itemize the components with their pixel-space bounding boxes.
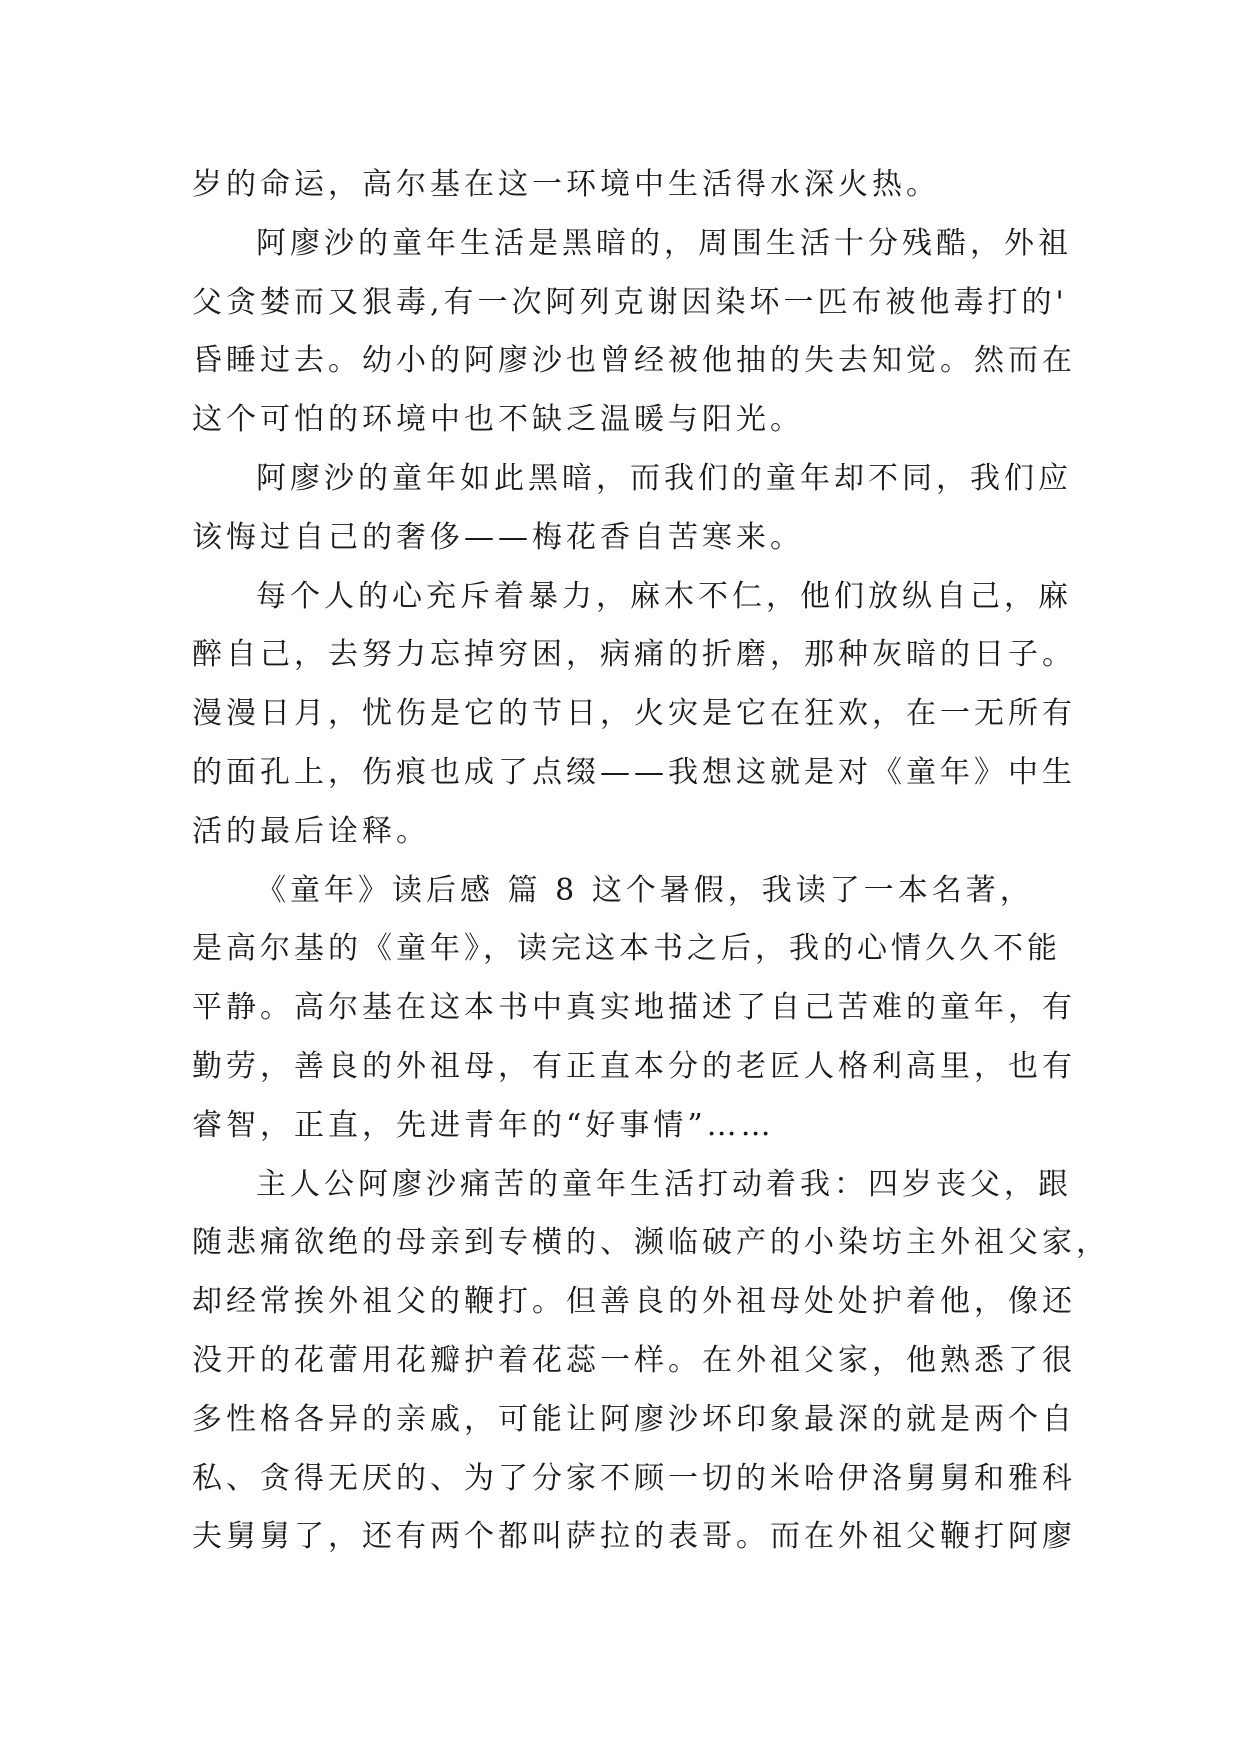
text-line: 父贪婪而又狠毒,有一次阿列克谢因染坏一匹布被他毒打的' [192, 284, 1068, 320]
text-line: 平静。高尔基在这本书中真实地描述了自己苦难的童年，有 [192, 990, 1076, 1026]
text-line: 多性格各异的亲戚，可能让阿廖沙坏印象最深的就是两个自 [192, 1401, 1076, 1437]
text-line: 是高尔基的《童年》，读完这本书之后，我的心情久久不能 [192, 931, 1061, 967]
text-line: 的面孔上，伤痕也成了点缀——我想这就是对《童年》中生 [192, 754, 1076, 790]
text-line: 漫漫日月，忧伤是它的节日，火灾是它在狂欢，在一无所有 [192, 696, 1076, 732]
text-line: 昏睡过去。幼小的阿廖沙也曾经被他抽的失去知觉。然而在 [192, 343, 1076, 379]
text-line: 私、贪得无厌的、为了分家不顾一切的米哈伊洛舅舅和雅科 [192, 1460, 1076, 1496]
paragraph-start-line: 主人公阿廖沙痛苦的童年生活打动着我：四岁丧父，跟 [256, 1166, 1072, 1202]
paragraph-start-line: 阿廖沙的童年如此黑暗，而我们的童年却不同，我们应 [256, 460, 1072, 496]
text-line: 岁的命运，高尔基在这一环境中生活得水深火热。 [192, 167, 940, 202]
paragraph-start-line: 阿廖沙的童年生活是黑暗的，周围生活十分残酷，外祖 [256, 225, 1072, 261]
body-text [192, 156, 1110, 1567]
text-line: 随悲痛欲绝的母亲到专横的、濒临破产的小染坊主外祖父家， [192, 1225, 1110, 1261]
text-line: 睿智，正直，先进青年的“好事情”…… [192, 1107, 775, 1143]
text-line: 该悔过自己的奢侈——梅花香自苦寒来。 [192, 519, 804, 555]
text-line: 这个可怕的环境中也不缺乏温暖与阳光。 [192, 402, 804, 438]
paragraph-start-line: 每个人的心充斥着暴力，麻木不仁，他们放纵自己，麻 [256, 578, 1072, 614]
text-line: 勤劳，善良的外祖母，有正直本分的老匠人格利高里，也有 [192, 1048, 1076, 1084]
text-line: 活的最后诠释。 [192, 813, 430, 849]
section-heading-line: 《童年》读后感 篇 8 这个暑假，我读了一本名著， [256, 872, 1034, 908]
text-line: 醉自己，去努力忘掉穷困，病痛的折磨，那种灰暗的日子。 [192, 637, 1076, 673]
text-line: 没开的花蕾用花瓣护着花蕊一样。在外祖父家，他熟悉了很 [192, 1342, 1076, 1378]
text-line: 却经常挨外祖父的鞭打。但善良的外祖母处处护着他，像还 [192, 1284, 1076, 1320]
text-line: 夫舅舅了，还有两个都叫萨拉的表哥。而在外祖父鞭打阿廖 [192, 1519, 1076, 1555]
